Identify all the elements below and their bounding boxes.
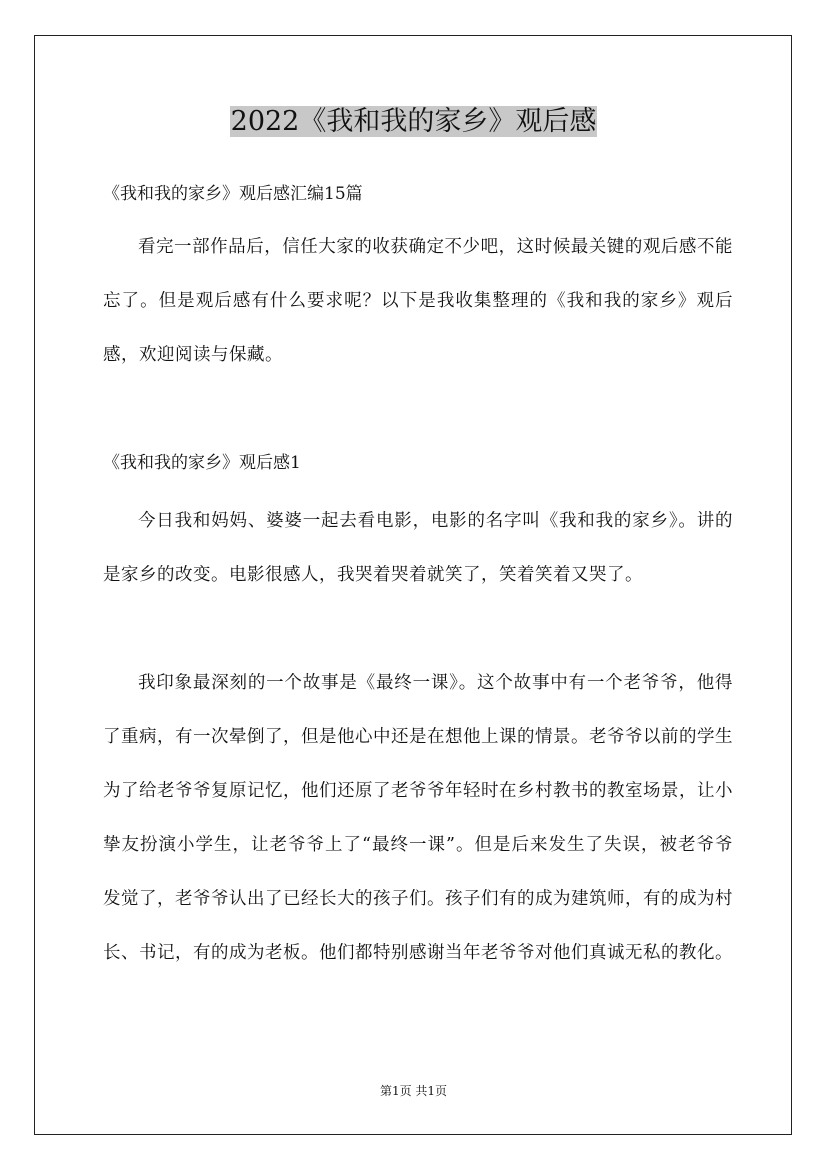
section-heading: 《我和我的家乡》观后感1 xyxy=(103,453,301,473)
document-subtitle: 《我和我的家乡》观后感汇编15篇 xyxy=(103,184,363,204)
intro-paragraph: 看完一部作品后，信任大家的收获确定不少吧，这时候最关键的观后感不能忘了。但是观后感有什么要求呢？以下是我收集整理的《我和我的家乡》观后感，欢迎阅读与保藏。 xyxy=(103,237,733,365)
body-paragraph-1: 今日我和妈妈、婆婆一起去看电影，电影的名字叫《我和我的家乡》。讲的是家乡的改变。电影很感人，我哭着哭着就笑了，笑着笑着又哭了。 xyxy=(103,511,733,585)
page-footer: 第1页 共1页 xyxy=(379,1084,448,1098)
body-paragraph-2: 我印象最深刻的一个故事是《最终一课》。这个故事中有一个老爷爷，他得了重病，有一次晕倒了，但是他心中还是在想他上课的情景。老爷爷以前的学生为了给老爷爷复原记忆，他们还原了老爷爷年轻时在乡村教书的教室场景，让小挚友扮演小学生，让老爷爷上了“最终一课”。但是后来发生了失误，被老爷爷发觉了，老爷爷认出了已经长大的孩子们。孩子们有的成为建筑师，有的成为村长、书记，有的成为老板。他们都特别感谢当年老爷爷对他们真诚无私的教化。 xyxy=(103,673,733,963)
document-title-text: 2022《我和我的家乡》观后感 xyxy=(230,106,597,137)
document-title xyxy=(0,102,827,142)
